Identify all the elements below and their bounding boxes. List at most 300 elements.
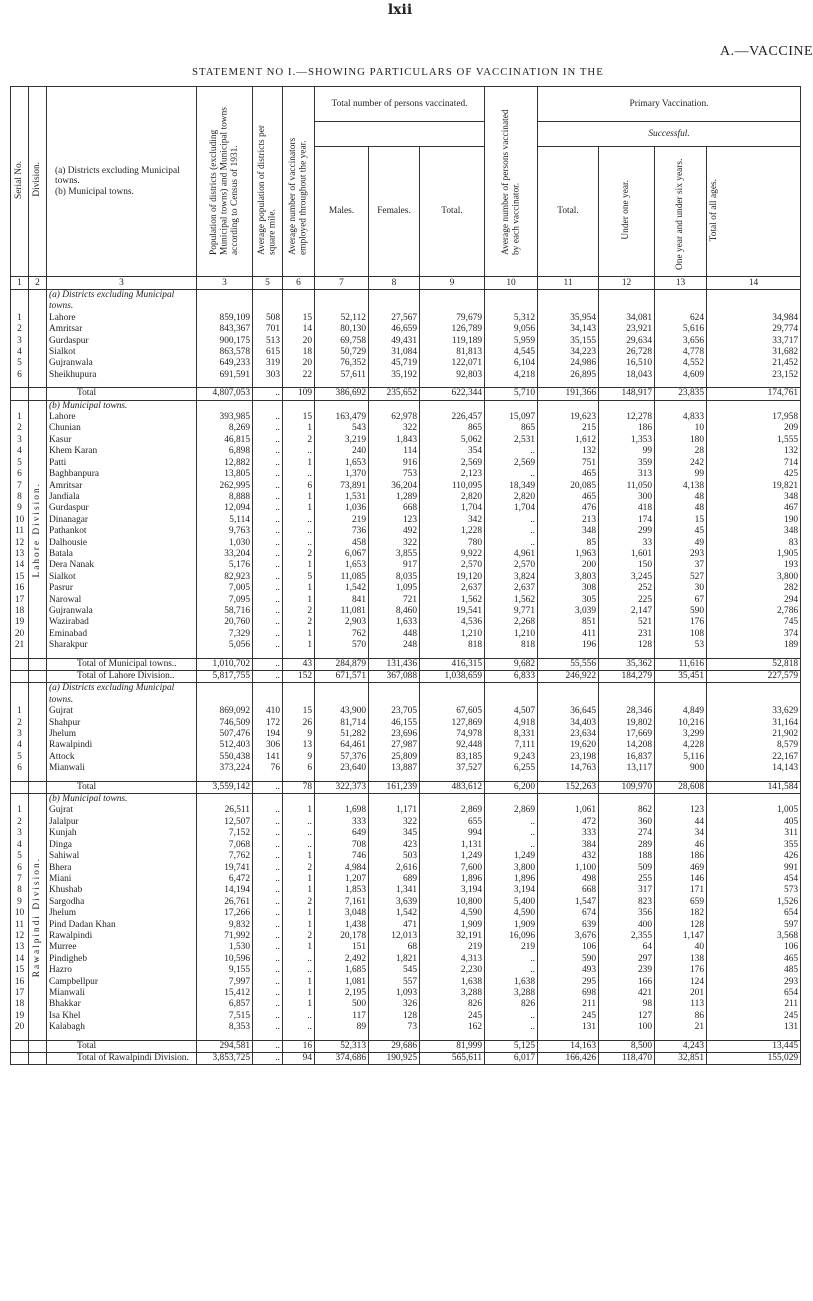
value-o6: 124: [655, 977, 707, 988]
division-cell: [29, 718, 47, 729]
district-row: [11, 931, 801, 942]
district-name: Murree: [47, 942, 197, 953]
serial-cell: 6: [11, 370, 29, 381]
value-o6: 21: [655, 1022, 707, 1033]
value-all: 654: [707, 988, 801, 999]
value-all: 1,905: [707, 549, 801, 560]
value-vac: 1: [283, 851, 315, 862]
value-u1: 359: [599, 458, 655, 469]
total-pt: 191,366: [538, 388, 599, 400]
value-u1: 128: [599, 640, 655, 651]
value-pop: 26,511: [197, 805, 253, 816]
value-all: 293: [707, 977, 801, 988]
value-f: 248: [369, 640, 420, 651]
value-all: 14,143: [707, 763, 801, 774]
total-avg: 9,682: [485, 658, 538, 670]
value-t: 2,569: [420, 458, 485, 469]
serial-cell: 4: [11, 446, 29, 457]
empty-cell: [315, 400, 369, 412]
value-avg: 865: [485, 423, 538, 434]
section-heading-row: [11, 290, 801, 313]
avg-population-header: Average population of districts per square mile.: [253, 87, 283, 277]
value-f: 322: [369, 817, 420, 828]
value-t: 2,230: [420, 965, 485, 976]
table-body: [11, 290, 801, 1065]
district-row: [11, 920, 801, 931]
value-t: 1,228: [420, 526, 485, 537]
value-u1: 11,050: [599, 481, 655, 492]
value-vac: 5: [283, 572, 315, 583]
value-vac: 1: [283, 942, 315, 953]
district-row: [11, 526, 801, 537]
value-all: 33,629: [707, 706, 801, 717]
value-pop: 7,095: [197, 595, 253, 606]
value-u1: 17,669: [599, 729, 655, 740]
value-f: 1,633: [369, 617, 420, 628]
value-o6: 37: [655, 560, 707, 571]
value-vac: 1: [283, 908, 315, 919]
value-m: 708: [315, 840, 369, 851]
value-u1: 16,510: [599, 358, 655, 369]
district-row: [11, 965, 801, 976]
value-m: 240: [315, 446, 369, 457]
value-f: 46,155: [369, 718, 420, 729]
value-avg: 2,820: [485, 492, 538, 503]
total-label: Total of Municipal towns..: [47, 658, 197, 670]
value-pt: 24,986: [538, 358, 599, 369]
serial-cell: [11, 290, 29, 313]
value-t: 127,869: [420, 718, 485, 729]
value-avg: 219: [485, 942, 538, 953]
total-vac: 152: [283, 671, 315, 683]
value-m: 117: [315, 1011, 369, 1022]
value-m: 52,112: [315, 313, 369, 324]
value-avgpop: 194: [253, 729, 283, 740]
value-pop: 373,224: [197, 763, 253, 774]
value-m: 64,461: [315, 740, 369, 751]
district-row: [11, 840, 801, 851]
value-vac: 22: [283, 370, 315, 381]
value-avgpop: ..: [253, 988, 283, 999]
value-pop: 869,092: [197, 706, 253, 717]
value-u1: 2,355: [599, 931, 655, 942]
value-avg: 1,909: [485, 920, 538, 931]
value-t: 1,131: [420, 840, 485, 851]
district-row: [11, 817, 801, 828]
value-pt: 200: [538, 560, 599, 571]
value-avg: 9,056: [485, 324, 538, 335]
value-avg: ..: [485, 515, 538, 526]
total-m: 671,571: [315, 671, 369, 683]
value-all: 311: [707, 828, 801, 839]
value-m: 163,479: [315, 412, 369, 423]
value-pop: 262,995: [197, 481, 253, 492]
value-pop: 5,056: [197, 640, 253, 651]
value-pt: 23,634: [538, 729, 599, 740]
total-m: 322,373: [315, 781, 369, 793]
value-vac: ..: [283, 840, 315, 851]
value-t: 994: [420, 828, 485, 839]
value-m: 50,729: [315, 347, 369, 358]
division-cell: [29, 729, 47, 740]
value-all: 132: [707, 446, 801, 457]
empty-cell: [369, 683, 420, 706]
serial-cell: 4: [11, 840, 29, 851]
statement-title: A.—VACCINE: [720, 44, 813, 59]
successful-header: Successful.: [538, 122, 801, 147]
value-o6: 5,116: [655, 752, 707, 763]
value-t: 226,457: [420, 412, 485, 423]
serial-cell: 5: [11, 458, 29, 469]
serial-cell: 18: [11, 606, 29, 617]
value-pop: 512,403: [197, 740, 253, 751]
district-name: Jhelum: [47, 908, 197, 919]
empty-cell: [253, 290, 283, 313]
value-f: 1,093: [369, 988, 420, 999]
value-pt: 493: [538, 965, 599, 976]
district-row: [11, 595, 801, 606]
value-pop: 8,353: [197, 1022, 253, 1033]
serial-cell: [11, 1040, 29, 1052]
value-t: 37,527: [420, 763, 485, 774]
value-vac: ..: [283, 538, 315, 549]
value-vac: 1: [283, 977, 315, 988]
value-pop: 82,923: [197, 572, 253, 583]
serial-cell: 15: [11, 965, 29, 976]
value-all: 189: [707, 640, 801, 651]
district-row: [11, 583, 801, 594]
value-avg: 2,569: [485, 458, 538, 469]
total-vac: 16: [283, 1040, 315, 1052]
value-avgpop: 508: [253, 313, 283, 324]
value-u1: 34,081: [599, 313, 655, 324]
serial-cell: 20: [11, 629, 29, 640]
value-m: 7,161: [315, 897, 369, 908]
value-avg: 3,824: [485, 572, 538, 583]
district-row: [11, 954, 801, 965]
value-pt: 85: [538, 538, 599, 549]
value-u1: 1,353: [599, 435, 655, 446]
district-row: [11, 347, 801, 358]
value-f: 345: [369, 828, 420, 839]
value-t: 3,288: [420, 988, 485, 999]
serial-cell: 3: [11, 729, 29, 740]
value-t: 342: [420, 515, 485, 526]
value-pt: 851: [538, 617, 599, 628]
table-header: [11, 87, 801, 290]
value-o6: 48: [655, 503, 707, 514]
value-o6: 4,552: [655, 358, 707, 369]
value-pt: 3,676: [538, 931, 599, 942]
column-number: 13: [655, 277, 707, 290]
value-u1: 28,346: [599, 706, 655, 717]
total-f: 131,436: [369, 658, 420, 670]
value-pt: 674: [538, 908, 599, 919]
value-vac: 18: [283, 347, 315, 358]
serial-cell: 11: [11, 526, 29, 537]
value-u1: 255: [599, 874, 655, 885]
district-row: [11, 729, 801, 740]
value-m: 20,178: [315, 931, 369, 942]
division-cell: [29, 706, 47, 717]
empty-cell: [253, 794, 283, 806]
under-one-header: Under one year.: [599, 147, 655, 277]
serial-cell: [11, 683, 29, 706]
total-avgpop: ..: [253, 671, 283, 683]
division-label: Lahore Division.: [29, 412, 47, 652]
serial-cell: [11, 781, 29, 793]
district-row: [11, 358, 801, 369]
value-all: 1,526: [707, 897, 801, 908]
value-f: 27,567: [369, 313, 420, 324]
value-t: 1,210: [420, 629, 485, 640]
value-avgpop: ..: [253, 515, 283, 526]
value-m: 649: [315, 828, 369, 839]
value-f: 128: [369, 1011, 420, 1022]
value-pt: 295: [538, 977, 599, 988]
value-t: 19,541: [420, 606, 485, 617]
value-pt: 1,547: [538, 897, 599, 908]
value-m: 3,219: [315, 435, 369, 446]
value-all: 348: [707, 492, 801, 503]
division-cell: [29, 671, 47, 683]
value-f: 114: [369, 446, 420, 457]
value-avgpop: ..: [253, 412, 283, 423]
value-avg: 8,331: [485, 729, 538, 740]
division-cell: [29, 752, 47, 763]
value-avgpop: ..: [253, 920, 283, 931]
value-avgpop: ..: [253, 446, 283, 457]
value-m: 219: [315, 515, 369, 526]
value-o6: 4,609: [655, 370, 707, 381]
district-name: Attock: [47, 752, 197, 763]
value-m: 73,891: [315, 481, 369, 492]
value-all: 405: [707, 817, 801, 828]
value-pt: 106: [538, 942, 599, 953]
value-t: 2,570: [420, 560, 485, 571]
empty-cell: [197, 794, 253, 806]
total-all: 155,029: [707, 1053, 801, 1065]
division-cell: [29, 740, 47, 751]
value-t: 3,194: [420, 885, 485, 896]
division-cell: [29, 324, 47, 335]
value-avgpop: ..: [253, 538, 283, 549]
value-o6: 108: [655, 629, 707, 640]
value-t: 354: [420, 446, 485, 457]
value-o6: 293: [655, 549, 707, 560]
total-f: 29,686: [369, 1040, 420, 1052]
value-vac: 1: [283, 920, 315, 931]
value-avg: 3,800: [485, 863, 538, 874]
value-f: 46,659: [369, 324, 420, 335]
value-pt: 465: [538, 469, 599, 480]
value-f: 503: [369, 851, 420, 862]
serial-cell: [11, 794, 29, 806]
primary-total-header: Total.: [538, 147, 599, 277]
district-name: Jalalpur: [47, 817, 197, 828]
value-pop: 7,068: [197, 840, 253, 851]
value-all: 467: [707, 503, 801, 514]
value-pt: 333: [538, 828, 599, 839]
value-pop: 649,233: [197, 358, 253, 369]
value-f: 557: [369, 977, 420, 988]
value-pt: 35,954: [538, 313, 599, 324]
value-avg: ..: [485, 840, 538, 851]
serial-cell: 6: [11, 763, 29, 774]
serial-cell: 14: [11, 954, 29, 965]
value-t: 10,800: [420, 897, 485, 908]
value-o6: 53: [655, 640, 707, 651]
value-avgpop: ..: [253, 583, 283, 594]
district-row: [11, 908, 801, 919]
value-avgpop: ..: [253, 423, 283, 434]
value-pt: 668: [538, 885, 599, 896]
value-t: 1,249: [420, 851, 485, 862]
value-vac: 14: [283, 324, 315, 335]
empty-cell: [538, 290, 599, 313]
total-avgpop: ..: [253, 1053, 283, 1065]
district-row: [11, 706, 801, 717]
total-u1: 118,470: [599, 1053, 655, 1065]
total-avg: 6,833: [485, 671, 538, 683]
value-f: 753: [369, 469, 420, 480]
district-row: [11, 988, 801, 999]
value-vac: 2: [283, 606, 315, 617]
value-vac: 2: [283, 617, 315, 628]
serial-cell: 5: [11, 752, 29, 763]
value-avgpop: ..: [253, 458, 283, 469]
district-row: [11, 492, 801, 503]
empty-cell: [197, 290, 253, 313]
value-u1: 509: [599, 863, 655, 874]
value-vac: 1: [283, 492, 315, 503]
column-number: 11: [538, 277, 599, 290]
value-o6: 146: [655, 874, 707, 885]
district-name: Sialkot: [47, 347, 197, 358]
value-avgpop: ..: [253, 1022, 283, 1033]
serial-cell: 18: [11, 999, 29, 1010]
district-row: [11, 718, 801, 729]
serial-cell: 2: [11, 718, 29, 729]
total-pop: 3,853,725: [197, 1053, 253, 1065]
value-vac: 9: [283, 752, 315, 763]
value-t: 126,789: [420, 324, 485, 335]
total-pt: 14,163: [538, 1040, 599, 1052]
total-u1: 184,279: [599, 671, 655, 683]
avg-per-vaccinator-header: Average number of persons vaccinated by each vaccinator.: [485, 87, 538, 277]
value-m: 762: [315, 629, 369, 640]
district-name: Shahpur: [47, 718, 197, 729]
value-u1: 2,147: [599, 606, 655, 617]
value-avgpop: ..: [253, 629, 283, 640]
empty-cell: [315, 794, 369, 806]
value-o6: 46: [655, 840, 707, 851]
value-pop: 6,857: [197, 999, 253, 1010]
value-avgpop: ..: [253, 885, 283, 896]
value-f: 423: [369, 840, 420, 851]
value-pop: 7,762: [197, 851, 253, 862]
district-row: [11, 336, 801, 347]
value-pop: 19,741: [197, 863, 253, 874]
district-row: [11, 324, 801, 335]
column-numbers-row: [11, 277, 801, 290]
value-pop: 71,992: [197, 931, 253, 942]
value-avgpop: ..: [253, 851, 283, 862]
value-m: 1,036: [315, 503, 369, 514]
value-o6: 113: [655, 999, 707, 1010]
value-m: 333: [315, 817, 369, 828]
total-all: 141,584: [707, 781, 801, 793]
value-avg: 1,896: [485, 874, 538, 885]
value-avg: 4,507: [485, 706, 538, 717]
value-t: 74,978: [420, 729, 485, 740]
column-number: 3: [197, 277, 253, 290]
value-o6: 34: [655, 828, 707, 839]
value-o6: 10: [655, 423, 707, 434]
value-f: 36,204: [369, 481, 420, 492]
value-m: 6,067: [315, 549, 369, 560]
total-o6: 4,243: [655, 1040, 707, 1052]
value-pop: 7,005: [197, 583, 253, 594]
value-avg: 3,194: [485, 885, 538, 896]
value-pop: 17,266: [197, 908, 253, 919]
value-avgpop: 410: [253, 706, 283, 717]
total-avg: 6,200: [485, 781, 538, 793]
empty-cell: [655, 400, 707, 412]
value-avg: ..: [485, 1022, 538, 1033]
serial-cell: 2: [11, 324, 29, 335]
serial-cell: 1: [11, 706, 29, 717]
value-f: 49,431: [369, 336, 420, 347]
value-u1: 99: [599, 446, 655, 457]
total-o6: 35,451: [655, 671, 707, 683]
value-t: 4,536: [420, 617, 485, 628]
serial-cell: 1: [11, 313, 29, 324]
value-pt: 19,623: [538, 412, 599, 423]
total-label: Total: [47, 1040, 197, 1052]
value-u1: 14,208: [599, 740, 655, 751]
value-f: 25,809: [369, 752, 420, 763]
division-cell: [29, 336, 47, 347]
value-pt: 34,403: [538, 718, 599, 729]
value-all: 573: [707, 885, 801, 896]
value-t: 4,590: [420, 908, 485, 919]
district-row: [11, 942, 801, 953]
value-all: 23,152: [707, 370, 801, 381]
value-o6: 5,616: [655, 324, 707, 335]
value-f: 1,843: [369, 435, 420, 446]
value-t: 865: [420, 423, 485, 434]
empty-cell: [655, 794, 707, 806]
value-t: 2,820: [420, 492, 485, 503]
section-label: (b) Municipal towns.: [47, 400, 197, 412]
value-avg: ..: [485, 965, 538, 976]
value-m: 1,698: [315, 805, 369, 816]
value-f: 1,542: [369, 908, 420, 919]
value-all: 1,555: [707, 435, 801, 446]
section-label: (a) Districts excluding Municipal towns.: [47, 290, 197, 313]
district-row: [11, 763, 801, 774]
total-o6: 32,851: [655, 1053, 707, 1065]
serial-cell: 8: [11, 885, 29, 896]
total-row: [11, 1040, 801, 1052]
value-o6: 4,849: [655, 706, 707, 717]
value-vac: 15: [283, 706, 315, 717]
total-pop: 1,010,702: [197, 658, 253, 670]
district-name: Gurdaspur: [47, 503, 197, 514]
value-o6: 49: [655, 538, 707, 549]
district-name: Jhelum: [47, 729, 197, 740]
